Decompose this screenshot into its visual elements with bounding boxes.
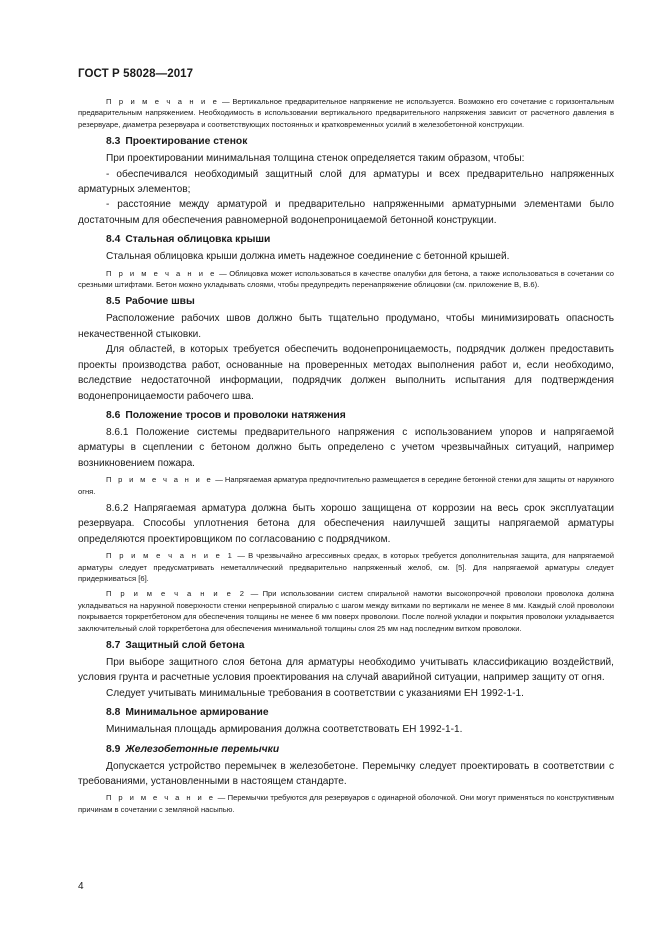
note-text: — При использовании систем спиральной намотки высокопрочной проволоки проволока должна укладываться на наружной поверхности стенки непрерывной спиралью с шагом между витками по вертикали не менее 8 мм. Каждый слой проволоки покрывается торкретбетоном для обеспечения толщины не менее 6 мм поверх проволоки. После полной укладки и покрытия проволоки укладывается заключительный слой торкретбетона для обеспечения минимальной толщины слоя 25 мм над последним витком проволоки. [78, 589, 614, 633]
section-title: Проектирование стенок [125, 136, 248, 148]
note [78, 792, 614, 815]
note-text: — Вертикальное предварительное напряжение не используется. Возможно его сочетание с горизонтальным предварительным напряжением. Необходимость в использовании вертикального предварительного напряжения зависит от расчетного давления в резервуаре, диаметра резервуара и соответствующих постоянных и кратковременных усилий в железобетонной конструкции. [78, 97, 614, 129]
paragraph: 8.6.2 Напрягаемая арматура должна быть хорошо защищена от коррозии на весь срок эксплуатации резервуара. Способы уплотнения бетона для обеспечения наилучшей защиты напрягаемой арматуры определяются проектировщиком по согласованию с подрядчиком. [78, 502, 614, 545]
note-label: П р и м е ч а н и е [106, 268, 217, 278]
page-number: 4 [78, 881, 84, 892]
section-title: Положение тросов и проволоки натяжения [125, 409, 346, 421]
paragraph: 8.6.1 Положение системы предварительного напряжения с использованием упоров и напрягаемой арматуры в сцеплении с бетоном должно быть определено с учетом чрезвычайных ситуаций, например возникновением пожара. [78, 426, 614, 469]
note [78, 550, 614, 584]
section-title: Минимальное армирование [125, 707, 269, 719]
note [78, 588, 614, 634]
section-number: 8.3 [106, 136, 121, 148]
paragraph: Минимальная площадь армирования должна соответствовать ЕН 1992-1-1. [106, 724, 463, 736]
note-text: — Облицовка может использоваться в качестве опалубки для бетона, а также использоваться в сочетании со срезными штифтами. Бетон можно укладывать слоями, чтобы предупредить перенапряжение облицовки (см. приложение В, В.6). [78, 268, 614, 290]
section-number: 8.9 [106, 743, 121, 755]
note-text: — В чрезвычайно агрессивных средах, в которых требуется дополнительная защита, для напрягаемой арматуры следует предусматривать неметаллический предварительно напряженный желоб, см. [5]. Для напрягаемой арматуры следует придерживаться [6]. [78, 551, 614, 583]
paragraph: При проектировании минимальная толщина стенок определяется таким образом, чтобы: [106, 153, 525, 165]
paragraph: Расположение рабочих швов должно быть тщательно продумано, чтобы минимизировать опасность некачественной стыковки. [78, 313, 614, 340]
document-body [78, 93, 614, 819]
note-label: П р и м е ч а н и е 2 [106, 589, 247, 599]
section-number: 8.7 [106, 640, 121, 651]
note [78, 474, 614, 497]
note-label: П р и м е ч а н и е [106, 97, 220, 106]
section-title: Защитный слой бетона [125, 640, 245, 651]
section-title: Рабочие швы [125, 296, 195, 308]
paragraph: Стальная облицовка крыши должна иметь надежное соединение с бетонной крышей. [106, 251, 510, 263]
section-title: Железобетонные перемычки [125, 743, 280, 755]
paragraph: Допускается устройство перемычек в железобетоне. Перемычку следует проектировать в соответствии с требованиями, установленными в настоящем стандарте. [78, 760, 614, 788]
section-number: 8.4 [106, 234, 121, 246]
paragraph: - расстояние между арматурой и предварительно напряженными арматурными элементами было достаточным для обеспечения равномерной водонепроницаемой бетонной конструкции. [78, 199, 614, 226]
note-label: П р и м е ч а н и е [106, 475, 214, 485]
section-heading [106, 134, 614, 149]
note [78, 268, 614, 291]
section-heading [106, 705, 614, 720]
note [78, 96, 614, 130]
paragraph: - обеспечивался необходимый защитный слой для арматуры и всех предварительно напряженных арматурных элементов; [78, 168, 614, 196]
paragraph: Для областей, в которых требуется обеспечить водонепроницаемость, подрядчик должен предоставить проекты производства работ, основанные на проверенных методах выполнения работ и, если необходимо, вследствие недостаточной информации, подрядчик должен выполнить испытания для подтверждения водонепроницаемости рабочего шва. [78, 344, 614, 402]
section-heading [106, 408, 614, 423]
note-text: — Перемычки требуются для резервуаров с одинарной оболочкой. Они могут применяться по конструктивным причинам в сочетании с земляной насыпью. [78, 793, 614, 814]
section-heading [106, 294, 614, 309]
section-heading [106, 232, 614, 247]
section-heading [106, 638, 614, 653]
paragraph: Следует учитывать минимальные требования в соответствии с указаниями ЕН 1992-1-1. [106, 687, 524, 699]
note-label: П р и м е ч а н и е [106, 793, 216, 803]
section-number: 8.5 [106, 296, 121, 308]
section-number: 8.8 [106, 707, 121, 719]
note-label: П р и м е ч а н и е 1 [106, 551, 235, 561]
section-heading [106, 742, 614, 757]
document-header: ГОСТ Р 58028—2017 [78, 68, 194, 80]
paragraph: При выборе защитного слоя бетона для арматуры необходимо учитывать классификацию воздействий, условия грунта и расчетные условия проектирования на случай аварийной ситуации, например защиту от огня. [78, 657, 614, 684]
section-number: 8.6 [106, 409, 121, 421]
note-text: — Напрягаемая арматура предпочтительно размещается в середине бетонной стенки для защиты от наружного огня. [78, 475, 614, 496]
section-title: Стальная облицовка крыши [125, 234, 271, 246]
